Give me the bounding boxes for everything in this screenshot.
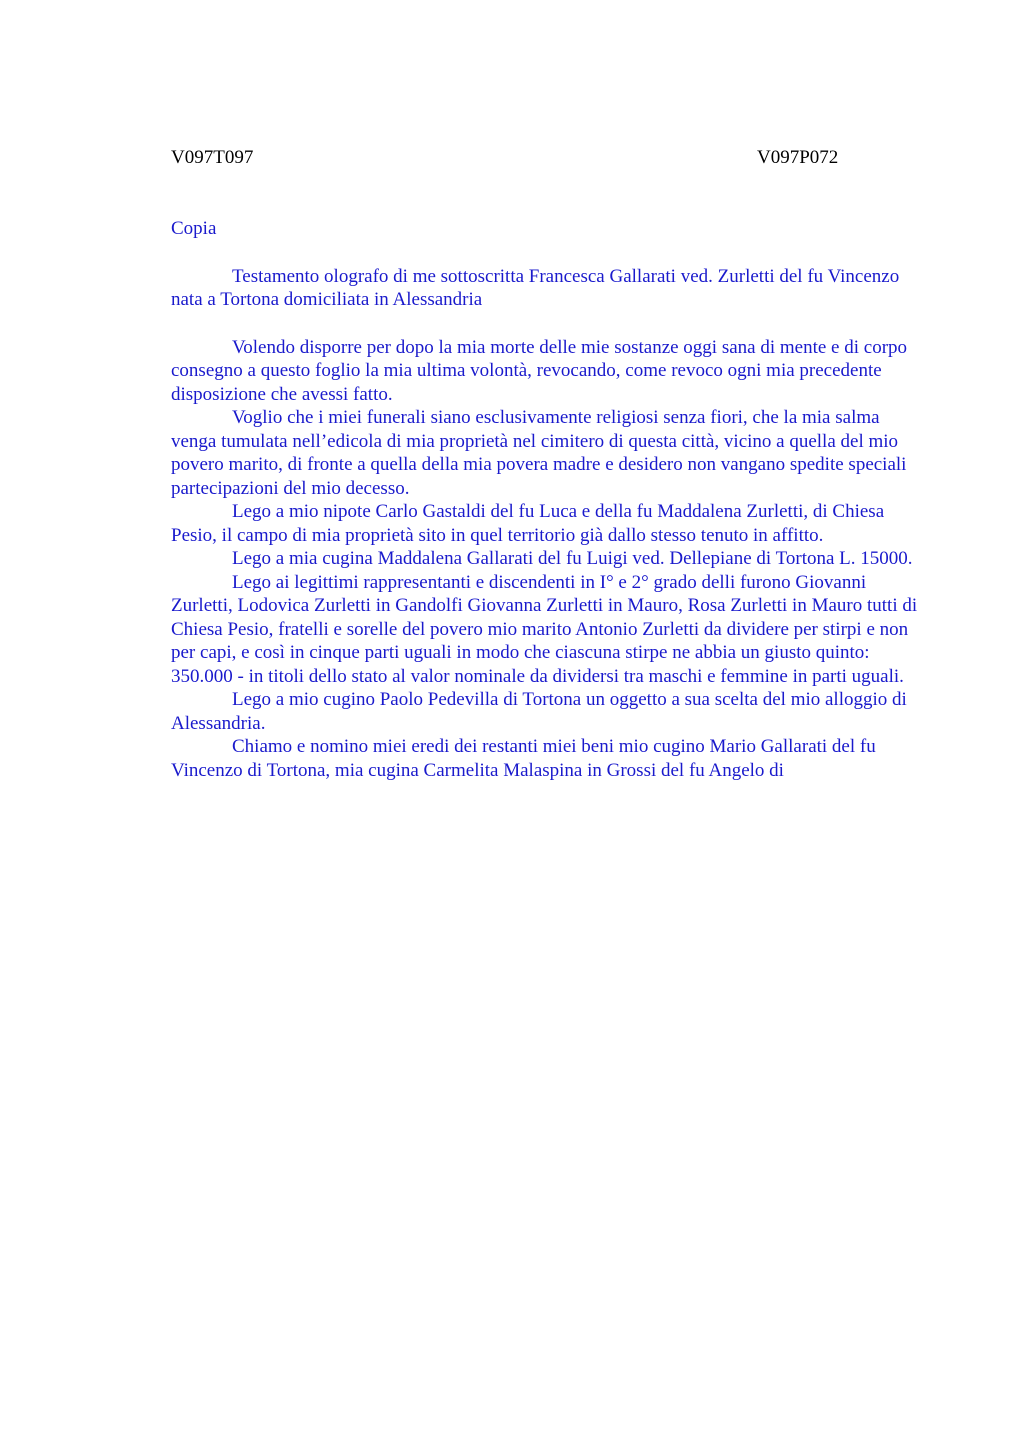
document-heading: Copia [171,218,217,239]
paragraph: Lego a mio nipote Carlo Gastaldi del fu Luca e della fu Maddalena Zurletti, di Chiesa Pesio, il campo di mia proprietà sito in quel territorio già dallo stesso tenuto in affitto. [171,501,885,546]
document-code-left: V097T097 [171,147,254,168]
paragraph-intro: Testamento olografo di me sottoscritta Francesca Gallarati ved. Zurletti del fu Vincenzo nata a Tortona domiciliata in Alessandria [171,265,900,310]
paragraph: Chiamo e nomino miei eredi dei restanti miei beni mio cugino Mario Gallarati del fu Vincenzo di Tortona, mia cugina Carmelita Malaspina in Grossi del fu Angelo di [171,736,876,781]
paragraph: Volendo disporre per dopo la mia morte delle mie sostanze oggi sana di mente e di corpo consegno a questo foglio la mia ultima volontà, revocando, come revoco ogni mia precedente disposizione che avessi fatto. [171,336,908,405]
paragraph: Lego a mia cugina Maddalena Gallarati del fu Luigi ved. Dellepiane di Tortona L. 15000. [232,548,913,569]
paragraph: Voglio che i miei funerali siano esclusivamente religiosi senza fiori, che la mia salma venga tumulata nell’edicola di mia proprietà nel cimitero di questa città, vicino a quella del mio povero marito, di fronte a quella della mia povera madre e desidero non vangano spedite speciali partecipazioni del mio decesso. [171,407,907,499]
document-code-right: V097P072 [757,147,839,168]
document-body [171,217,927,782]
paragraph: Lego a mio cugino Paolo Pedevilla di Tortona un oggetto a sua scelta del mio alloggio di Alessandria. [171,689,907,734]
paragraph: Lego ai legittimi rappresentanti e discendenti in I° e 2° grado delli furono Giovanni Zurletti, Lodovica Zurletti in Gandolfi Giovanna Zurletti in Mauro, Rosa Zurletti in Mauro tutti di Chiesa Pesio, fratelli e sorelle del povero mio marito Antonio Zurletti da dividere per stirpi e non per capi, e così in cinque parti uguali in modo che ciascuna stirpe ne abbia un giusto quinto: 350.000 - in titoli dello stato al valor nominale da dividersi tra maschi e femmine in parti uguali. [171,571,918,687]
